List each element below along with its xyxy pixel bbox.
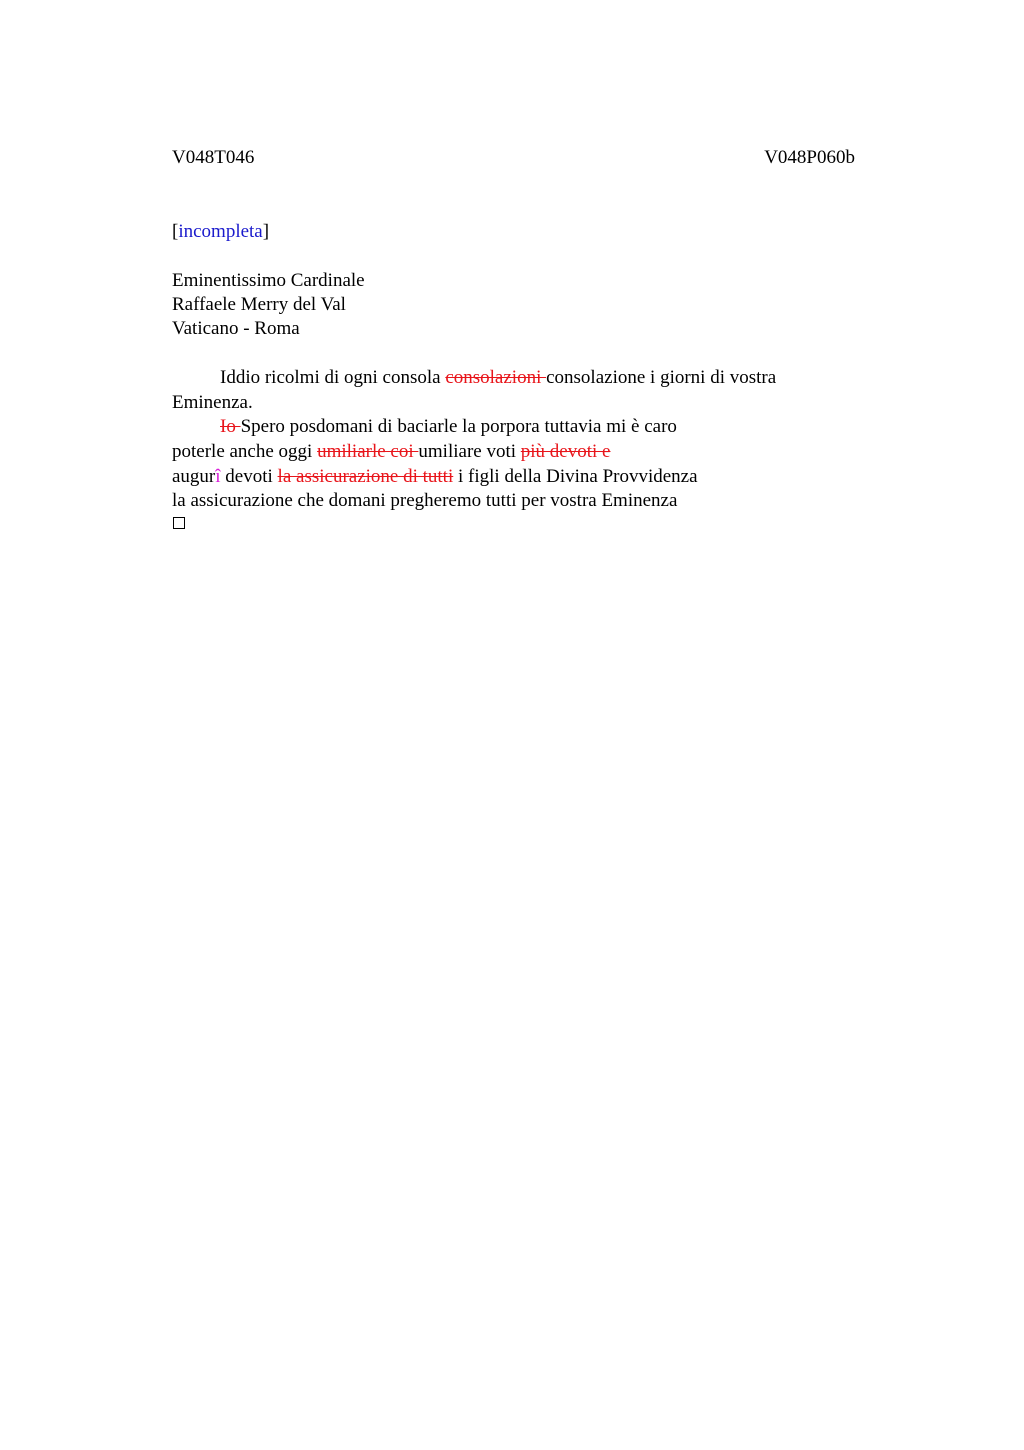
text-segment: poterle anche oggi (172, 441, 318, 462)
body-line-6: la assicurazione che domani pregheremo tutti per vostra Eminenza (172, 490, 678, 511)
bracket-open: [ (172, 221, 179, 242)
bracket-close: ] (262, 221, 270, 242)
address-line-1: Eminentissimo Cardinale (172, 270, 365, 291)
text-segment: i figli della Divina Provvidenza (453, 466, 698, 487)
text-segment: umiliare voti (418, 441, 521, 462)
body-line-4 (172, 441, 610, 463)
status-label: incompleta (178, 221, 263, 242)
body-line-5 (172, 466, 698, 488)
deleted-text: consolazioni (445, 367, 547, 388)
text-segment: Iddio ricolmi di ogni consola (220, 367, 446, 388)
document-code-left: V048T046 (172, 147, 255, 168)
document-code-right: V048P060b (764, 147, 855, 168)
text-segment: Spero posdomani di baciarle la porpora tuttavia mi è caro (240, 416, 677, 437)
body-line-1 (220, 367, 776, 389)
deleted-text: la assicurazione di tutti (277, 466, 454, 487)
address-line-3: Vaticano - Roma (172, 318, 300, 339)
text-segment: devoti (220, 466, 278, 487)
uncertain-mark: î (215, 466, 221, 487)
deleted-text: più devoti e (520, 441, 611, 462)
body-line-2: Eminenza. (172, 392, 253, 413)
status-note (172, 221, 269, 243)
address-line-2: Raffaele Merry del Val (172, 294, 346, 315)
deleted-text: Io (220, 416, 241, 437)
text-segment: consolazione i giorni di vostra (546, 367, 777, 388)
deleted-text: umiliarle coi (317, 441, 419, 462)
body-line-3 (220, 416, 677, 438)
checkbox-square-icon (173, 517, 185, 529)
text-segment: augur (172, 466, 216, 487)
